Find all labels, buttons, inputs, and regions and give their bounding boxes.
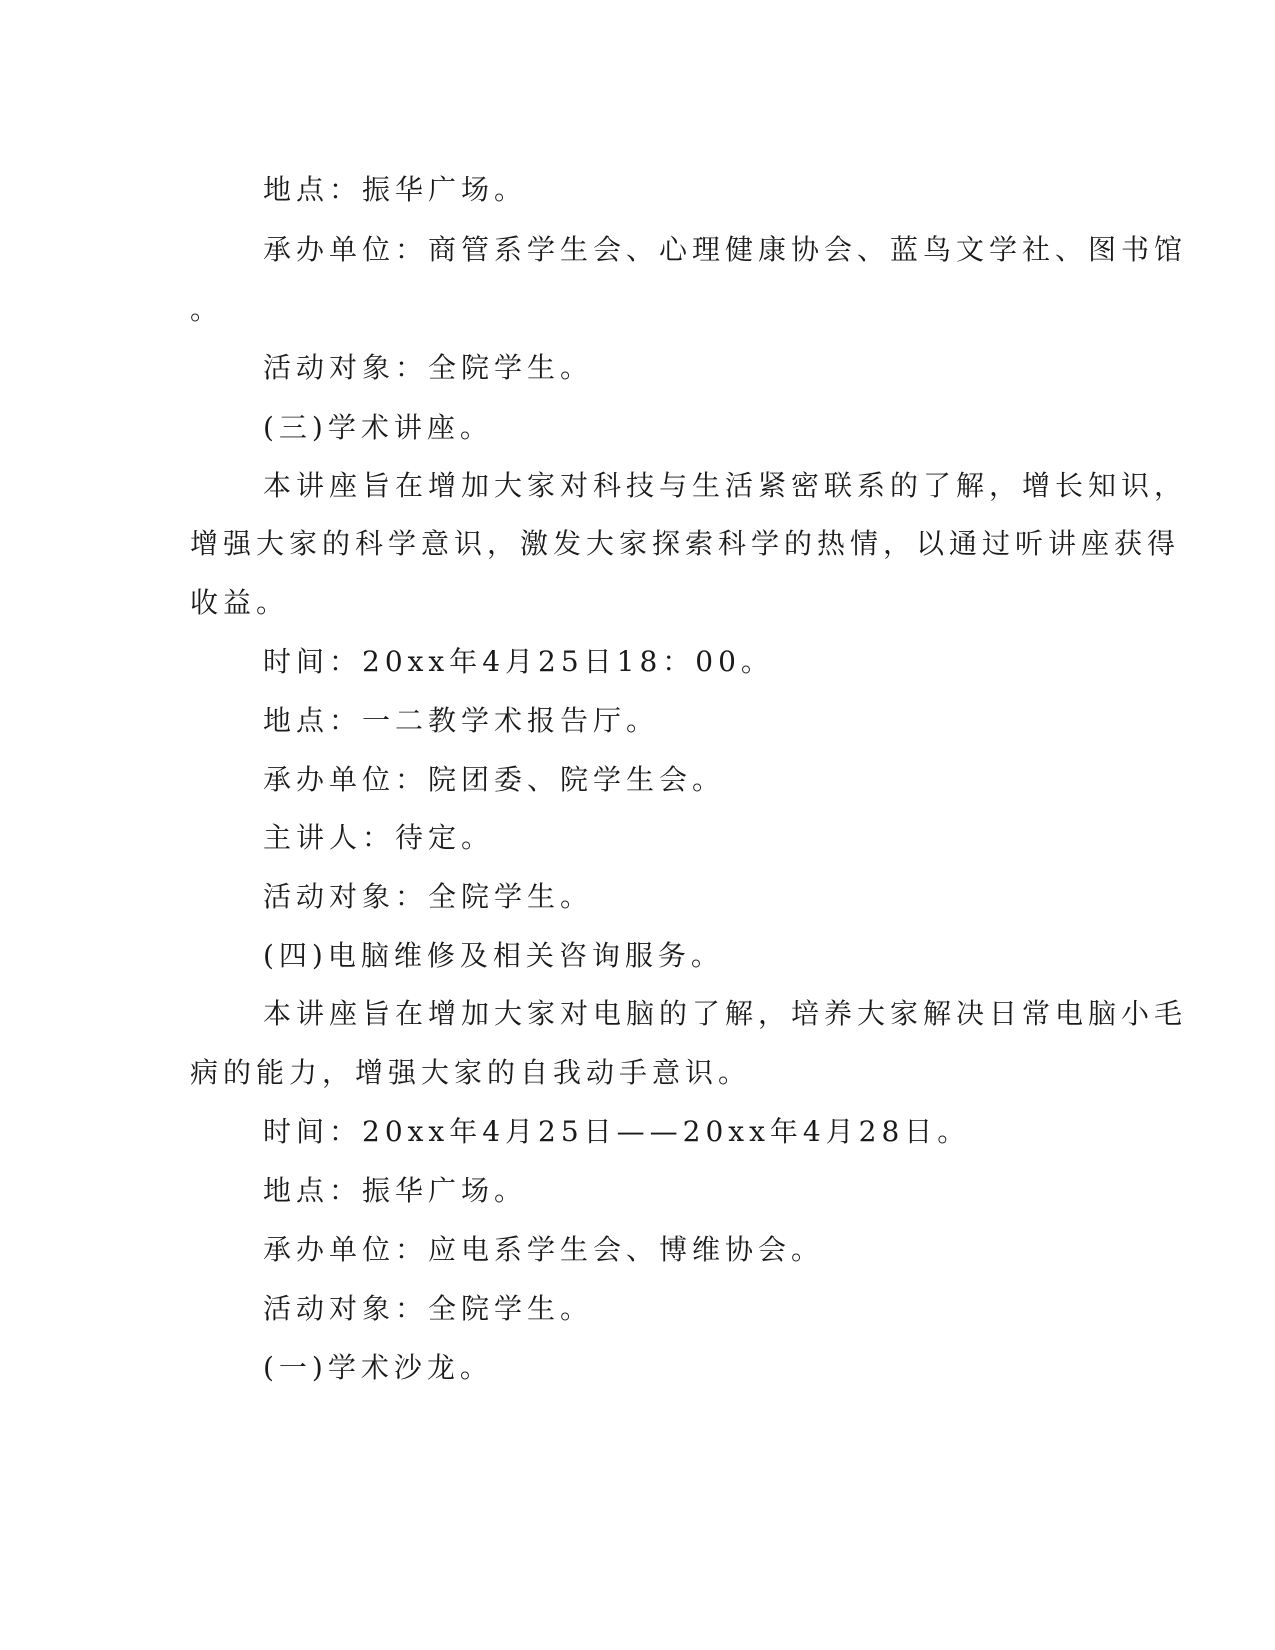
paragraph-repair-audience: 活动对象：全院学生。: [263, 1292, 594, 1325]
paragraph-lecture-intro: 本讲座旨在增加大家对科技与生活紧密联系的了解，增长知识，: [263, 469, 1188, 502]
paragraph-repair-organizers: 承办单位：应电系学生会、博维协会。: [263, 1233, 825, 1266]
paragraph-repair-location: 地点：振华广场。: [263, 1174, 528, 1207]
paragraph-lecture-audience: 活动对象：全院学生。: [263, 880, 594, 913]
paragraph-lecture-speaker: 主讲人：待定。: [263, 821, 495, 854]
paragraph-lecture-location: 地点：一二教学术报告厅。: [263, 704, 660, 737]
section-heading-salon: (一)学术沙龙。: [263, 1351, 493, 1384]
paragraph-audience: 活动对象：全院学生。: [263, 351, 594, 384]
paragraph-location: 地点：振华广场。: [263, 173, 528, 206]
paragraph-repair-intro: 本讲座旨在增加大家对电脑的了解，培养大家解决日常电脑小毛: [263, 997, 1188, 1030]
paragraph-repair-intro-line2: 病的能力，增强大家的自我动手意识。: [190, 1056, 752, 1089]
paragraph-lecture-organizers: 承办单位：院团委、院学生会。: [263, 763, 726, 796]
paragraph-lecture-time: 时间：20xx年4月25日18：00。: [263, 645, 774, 678]
paragraph-lecture-intro-line3: 收益。: [190, 586, 290, 619]
section-heading-computer-repair: (四)电脑维修及相关咨询服务。: [263, 939, 724, 972]
section-heading-lecture: (三)学术讲座。: [263, 411, 493, 444]
paragraph-repair-time: 时间：20xx年4月25日——20xx年4月28日。: [263, 1115, 971, 1148]
paragraph-lecture-intro-line2: 增强大家的科学意识，激发大家探索科学的热情，以通过听讲座获得: [190, 527, 1181, 560]
paragraph-organizers-continued: 。: [190, 293, 224, 326]
paragraph-organizers: 承办单位：商管系学生会、心理健康协会、蓝鸟文学社、图书馆: [263, 233, 1188, 266]
